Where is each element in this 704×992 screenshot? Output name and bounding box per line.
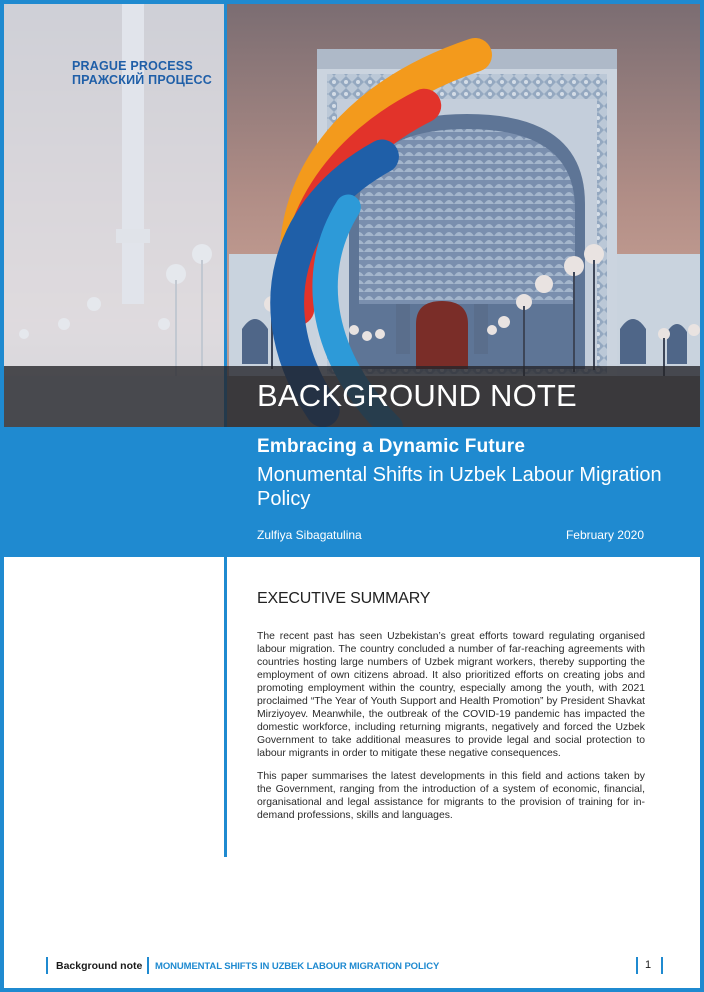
footer-divider [147, 957, 149, 974]
brand-name-en: PRAGUE PROCESS [72, 59, 193, 73]
footer-label: Background note [56, 960, 143, 972]
body-divider [224, 557, 227, 857]
page-footer [0, 956, 704, 978]
prague-process-logo [34, 38, 224, 98]
document-subtitle: Embracing a Dynamic Future [257, 436, 526, 457]
footer-running-title: MONUMENTAL SHIFTS IN UZBEK LABOUR MIGRATION POLICY [155, 961, 440, 972]
document-title: Monumental Shifts in Uzbek Labour Migration Policy [257, 464, 662, 510]
document-type: BACKGROUND NOTE [257, 378, 577, 413]
author-name: Zulfiya Sibagatulina [257, 528, 362, 542]
section-heading: EXECUTIVE SUMMARY [257, 590, 431, 607]
title-block [4, 427, 700, 557]
summary-paragraph: This paper summarises the latest developments in this field and actions taken by the Government, ranging from the introduction of a system of economic, financial, organisational and legal assistance for migrants to the provision of training for in-demand professions, skills and languages. [257, 771, 645, 821]
page-number: 1 [645, 959, 652, 971]
brand-name-ru: ПРАЖСКИЙ ПРОЦЕСС [72, 73, 212, 87]
executive-summary [257, 630, 645, 832]
publication-date: February 2020 [565, 528, 644, 542]
footer-divider [46, 957, 48, 974]
footer-divider [661, 957, 663, 974]
summary-paragraph: The recent past has seen Uzbekistan’s great efforts toward regulating organised labour migration. The country concluded a number of far-reaching agreements with countries hosting large numbers of Uzbek migrant workers, thereby supporting the employment of own citizens abroad. It also prioritized efforts on creating jobs and promoting employment within the country, especially among the youth, with 2021 proclaimed “The Year of Youth Support and Health Promotion” by President Shavkat Mirziyoyev. Meanwhile, the outbreak of the COVID-19 pandemic has impacted the domestic workforce, including returning migrants, negatively and forced the Uzbek Government to take additional measures to provide legal and social protection to labour migrants in order to mitigate these negative consequences. [257, 631, 645, 759]
footer-divider [636, 957, 638, 974]
cover-hero [4, 4, 700, 427]
